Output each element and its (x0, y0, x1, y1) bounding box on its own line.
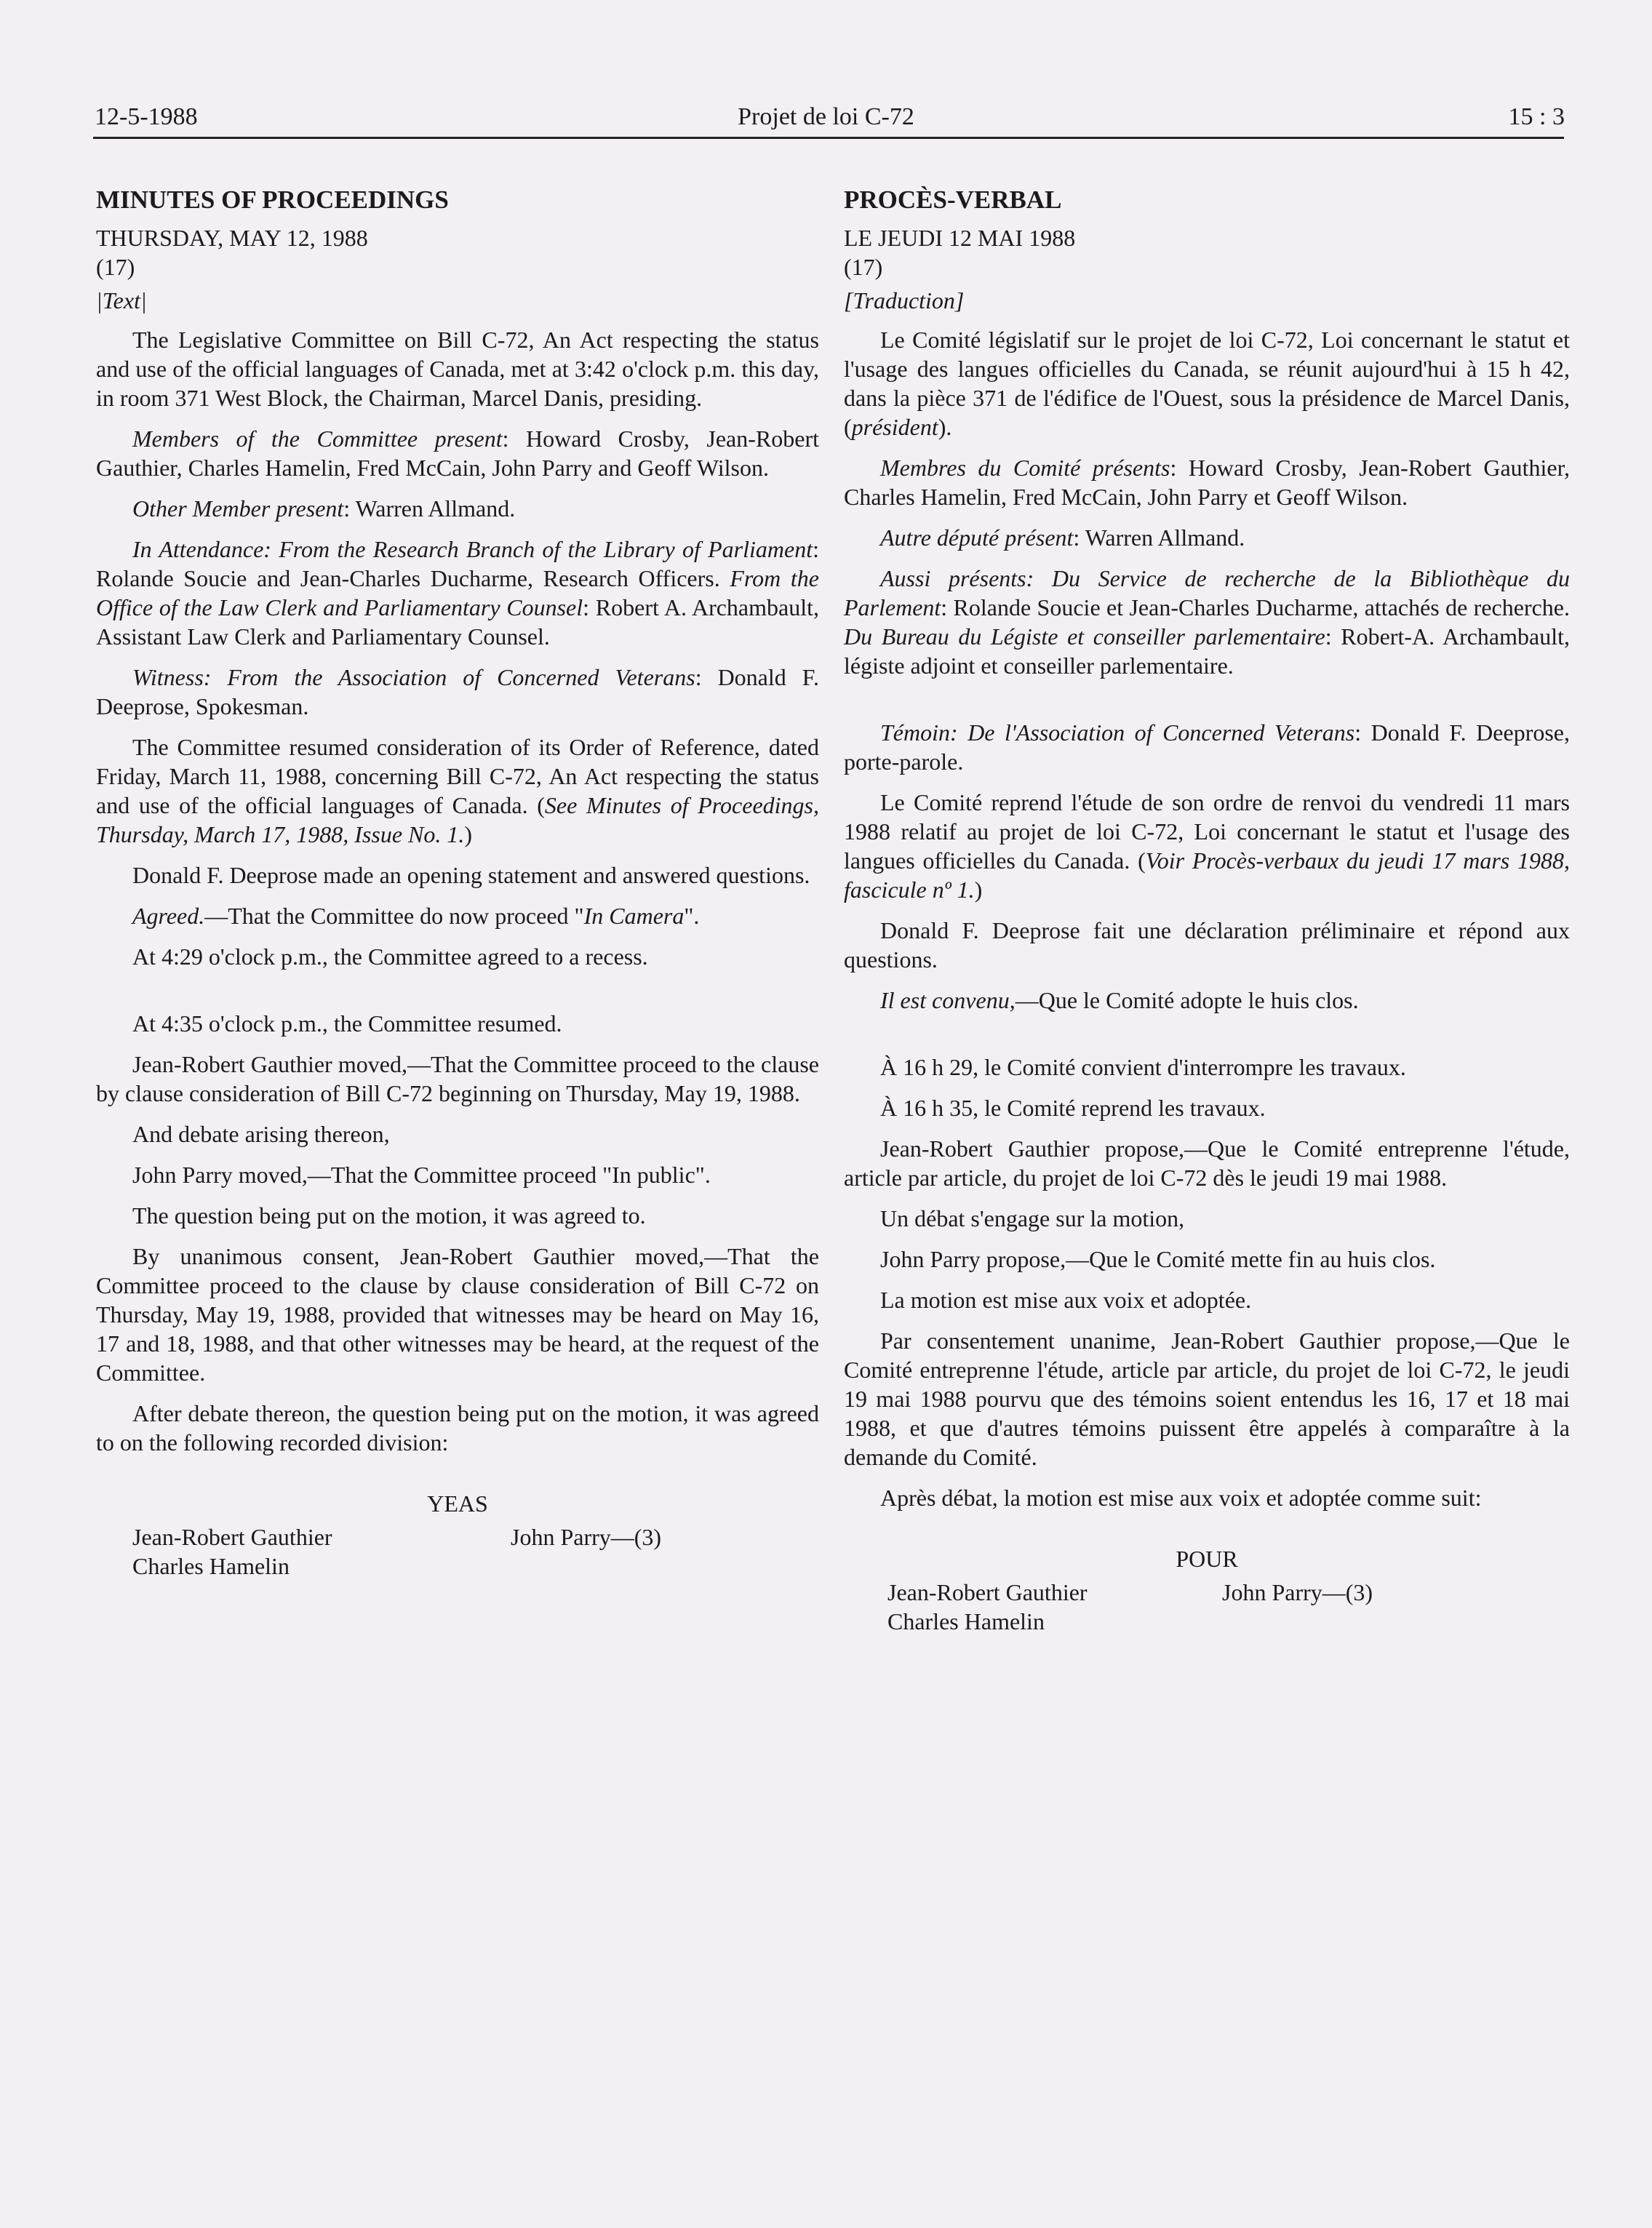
english-other-text: : Warren Allmand. (343, 495, 516, 522)
french-members-label: Membres du Comité présents (880, 455, 1170, 481)
french-heading: PROCÈS-VERBAL (844, 185, 1062, 214)
french-attendance-text: : Rolande Soucie et Jean-Charles Ducharme, attachés de recherche. (941, 594, 1570, 620)
french-other-text: : Warren Allmand. (1073, 524, 1245, 551)
english-attendance-text-2: : Robert A. Archambault, Assistant Law Clerk and Parliamentary Counsel. (96, 594, 820, 650)
header-date: 12-5-1988 (95, 103, 198, 130)
french-question-paragraph: La motion est mise aux voix et adoptée. (880, 1287, 1252, 1313)
french-resumed-text: Le Comité reprend l'étude de son ordre de renvoi du vendredi 11 mars 1988 relatif au projet de loi C-72, Loi concernant le statut et l'usage des langues officielles du Canada. ( (844, 789, 1570, 874)
french-vote-list (844, 1578, 1570, 1636)
french-vote-name-2: Charles Hamelin (887, 1608, 1045, 1634)
english-text-marker: |Text| (96, 287, 147, 314)
english-vote-title: YEAS (427, 1490, 488, 1517)
header-page-number: 15 : 3 (1508, 103, 1565, 130)
french-vote-name-3: John Parry—(3) (1222, 1579, 1373, 1605)
english-resumed-text: The Committee resumed consideration of its Order of Reference, dated Friday, March 11, 1988, concerning Bill C-72, An Act respecting the status and use of the official languages of Canada. ( (96, 734, 819, 818)
english-witness-paragraph (96, 663, 819, 721)
french-unanimous-paragraph: Par consentement unanime, Jean-Robert Gauthier propose,—Que le Comité entreprenne l'étude, article par article, du projet de loi C-72, le jeudi 19 mai 1988 pourvu que des témoins soient entendus les 16, 17 et 18 mai 1988, et que d'autres témoins puissent être appelés à comparaître à la demande du Comité. (844, 1327, 1570, 1470)
english-unanimous-paragraph: By unanimous consent, Jean-Robert Gauthier moved,—That the Committee proceed to the clause by clause consideration of Bill C-72 on Thursday, May 19, 1988, provided that witnesses may be heard on May 16, 17 and 18, 1988, and that other witnesses may be heard, at the request of the Committee. (96, 1243, 819, 1386)
english-members-text: : Howard Crosby, Jean-Robert Gauthier, Charles Hamelin, Fred McCain, John Parry and Geoff Wilson. (96, 426, 820, 481)
french-attendance-label: Aussi présents: Du Service de recherche de la Bibliothèque du Parlement (844, 565, 1570, 620)
french-opening-end: ). (938, 414, 952, 440)
french-translation-marker: [Traduction] (844, 287, 965, 314)
french-parry-motion-paragraph: John Parry propose,—Que le Comité mette fin au huis clos. (880, 1246, 1436, 1272)
english-recess-paragraph: At 4:29 o'clock p.m., the Committee agreed to a recess. (132, 943, 648, 970)
english-gauthier-motion-paragraph: Jean-Robert Gauthier moved,—That the Committee proceed to the clause by clause consideration of Bill C-72 beginning on Thursday, May 19, 1988. (96, 1051, 819, 1106)
english-column (96, 185, 819, 1581)
french-agreed-label: Il est convenu, (880, 987, 1015, 1013)
french-resumed-reference: Voir Procès-verbaux du jeudi 17 mars 1988, fascicule nº 1. (844, 847, 1571, 903)
english-vote-list (96, 1522, 819, 1581)
french-agreed-paragraph (844, 986, 1570, 1015)
english-other-label: Other Member present (132, 495, 344, 522)
english-agreed-end: ". (684, 903, 700, 929)
english-after-debate-paragraph: After debate thereon, the question being put on the motion, it was agreed to on the following recorded division: (96, 1400, 819, 1456)
english-sitting-number: (17) (96, 254, 135, 280)
english-vote-name-1: Jean-Robert Gauthier (132, 1524, 332, 1550)
english-attendance-label-2: From the Office of the Law Clerk and Parliamentary Counsel (96, 565, 819, 620)
french-opening-paragraph (844, 325, 1570, 442)
english-attendance-label: In Attendance: From the Research Branch of the Library of Parliament (132, 536, 813, 562)
english-agreed-label: Agreed. (132, 903, 205, 929)
french-attendance-label-2: Du Bureau du Légiste et conseiller parlementaire (844, 623, 1325, 650)
french-deeprose-paragraph: Donald F. Deeprose fait une déclaration préliminaire et répond aux questions. (844, 917, 1570, 973)
english-deeprose-paragraph: Donald F. Deeprose made an opening statement and answered questions. (132, 862, 810, 888)
english-witness-label: Witness: From the Association of Concerned Veterans (132, 664, 695, 690)
french-attendance-paragraph (844, 564, 1570, 680)
english-parry-motion-paragraph: John Parry moved,—That the Committee proceed "In public". (132, 1162, 711, 1188)
english-resumed-end: ) (464, 821, 473, 847)
english-other-member-paragraph (96, 494, 819, 523)
english-witness-text: : Donald F. Deeprose, Spokesman. (96, 664, 820, 719)
french-resume-paragraph: À 16 h 35, le Comité reprend les travaux. (880, 1095, 1266, 1121)
english-agreed-text: —That the Committee do now proceed " (204, 903, 584, 929)
english-vote-name-3: John Parry—(3) (511, 1524, 662, 1550)
english-attendance-paragraph (96, 535, 819, 651)
french-sitting-number: (17) (844, 254, 883, 280)
english-members-paragraph (96, 424, 819, 482)
english-agreed-in-camera: In Camera (583, 903, 685, 929)
french-opening-text: Le Comité législatif sur le projet de loi C-72, Loi concernant le statut et l'usage des langues officielles du Canada, se réunit aujourd'hui à 15 h 42, dans la pièce 371 de l'édifice de l'Ouest, sous la présidence de Marcel Danis, ( (844, 327, 1570, 440)
french-other-member-paragraph (844, 523, 1570, 552)
english-resume-paragraph: At 4:35 o'clock p.m., the Committee resumed. (132, 1010, 562, 1037)
french-witness-label: Témoin: De l'Association of Concerned Veterans (880, 719, 1355, 746)
english-vote-name-2: Charles Hamelin (132, 1553, 290, 1579)
english-opening-paragraph: The Legislative Committee on Bill C-72, An Act respecting the status and use of the official languages of Canada, met at 3:42 o'clock p.m. this day, in room 371 West Block, the Chairman, Marcel Danis, presiding. (96, 327, 819, 411)
english-debate-paragraph: And debate arising thereon, (132, 1121, 390, 1147)
french-vote-name-1: Jean-Robert Gauthier (887, 1579, 1088, 1605)
french-vote-title: POUR (1176, 1546, 1238, 1572)
english-heading: MINUTES OF PROCEEDINGS (96, 185, 449, 214)
french-witness-text: : Donald F. Deeprose, porte-parole. (844, 719, 1571, 775)
french-resumed-paragraph (844, 788, 1570, 904)
english-resumed-paragraph (96, 732, 819, 849)
french-resumed-end: ) (974, 877, 983, 903)
french-debate-paragraph: Un débat s'engage sur la motion, (880, 1205, 1185, 1231)
french-members-paragraph (844, 453, 1570, 511)
header-rule (93, 137, 1564, 139)
french-other-label: Autre député présent (880, 524, 1074, 551)
french-column (844, 185, 1570, 1636)
french-opening-president: président (851, 414, 938, 440)
french-agreed-text: —Que le Comité adopte le huis clos. (1015, 987, 1359, 1013)
french-recess-paragraph: À 16 h 29, le Comité convient d'interrompre les travaux. (880, 1054, 1406, 1080)
french-witness-paragraph (844, 718, 1570, 776)
french-after-debate-paragraph: Après débat, la motion est mise aux voix et adoptée comme suit: (880, 1485, 1482, 1511)
french-gauthier-motion-paragraph: Jean-Robert Gauthier propose,—Que le Comité entreprenne l'étude, article par article, du projet de loi C-72 dès le jeudi 19 mai 1988. (844, 1135, 1570, 1191)
french-members-text: : Howard Crosby, Jean-Robert Gauthier, Charles Hamelin, Fred McCain, John Parry et Geoff Wilson. (844, 455, 1570, 510)
english-members-label: Members of the Committee present (132, 426, 503, 452)
english-resumed-reference: See Minutes of Proceedings, Thursday, March 17, 1988, Issue No. 1. (96, 792, 820, 847)
french-attendance-text-2: : Robert-A. Archambault, légiste adjoint et conseiller parlementaire. (844, 623, 1571, 679)
english-question-paragraph: The question being put on the motion, it was agreed to. (132, 1202, 646, 1229)
english-date-line: THURSDAY, MAY 12, 1988 (96, 225, 368, 251)
english-attendance-text: : Rolande Soucie and Jean-Charles Ducharme, Research Officers. (96, 536, 819, 591)
header-title: Projet de loi C-72 (738, 103, 914, 130)
french-date-line: LE JEUDI 12 MAI 1988 (844, 225, 1076, 251)
english-agreed-paragraph (96, 901, 819, 930)
